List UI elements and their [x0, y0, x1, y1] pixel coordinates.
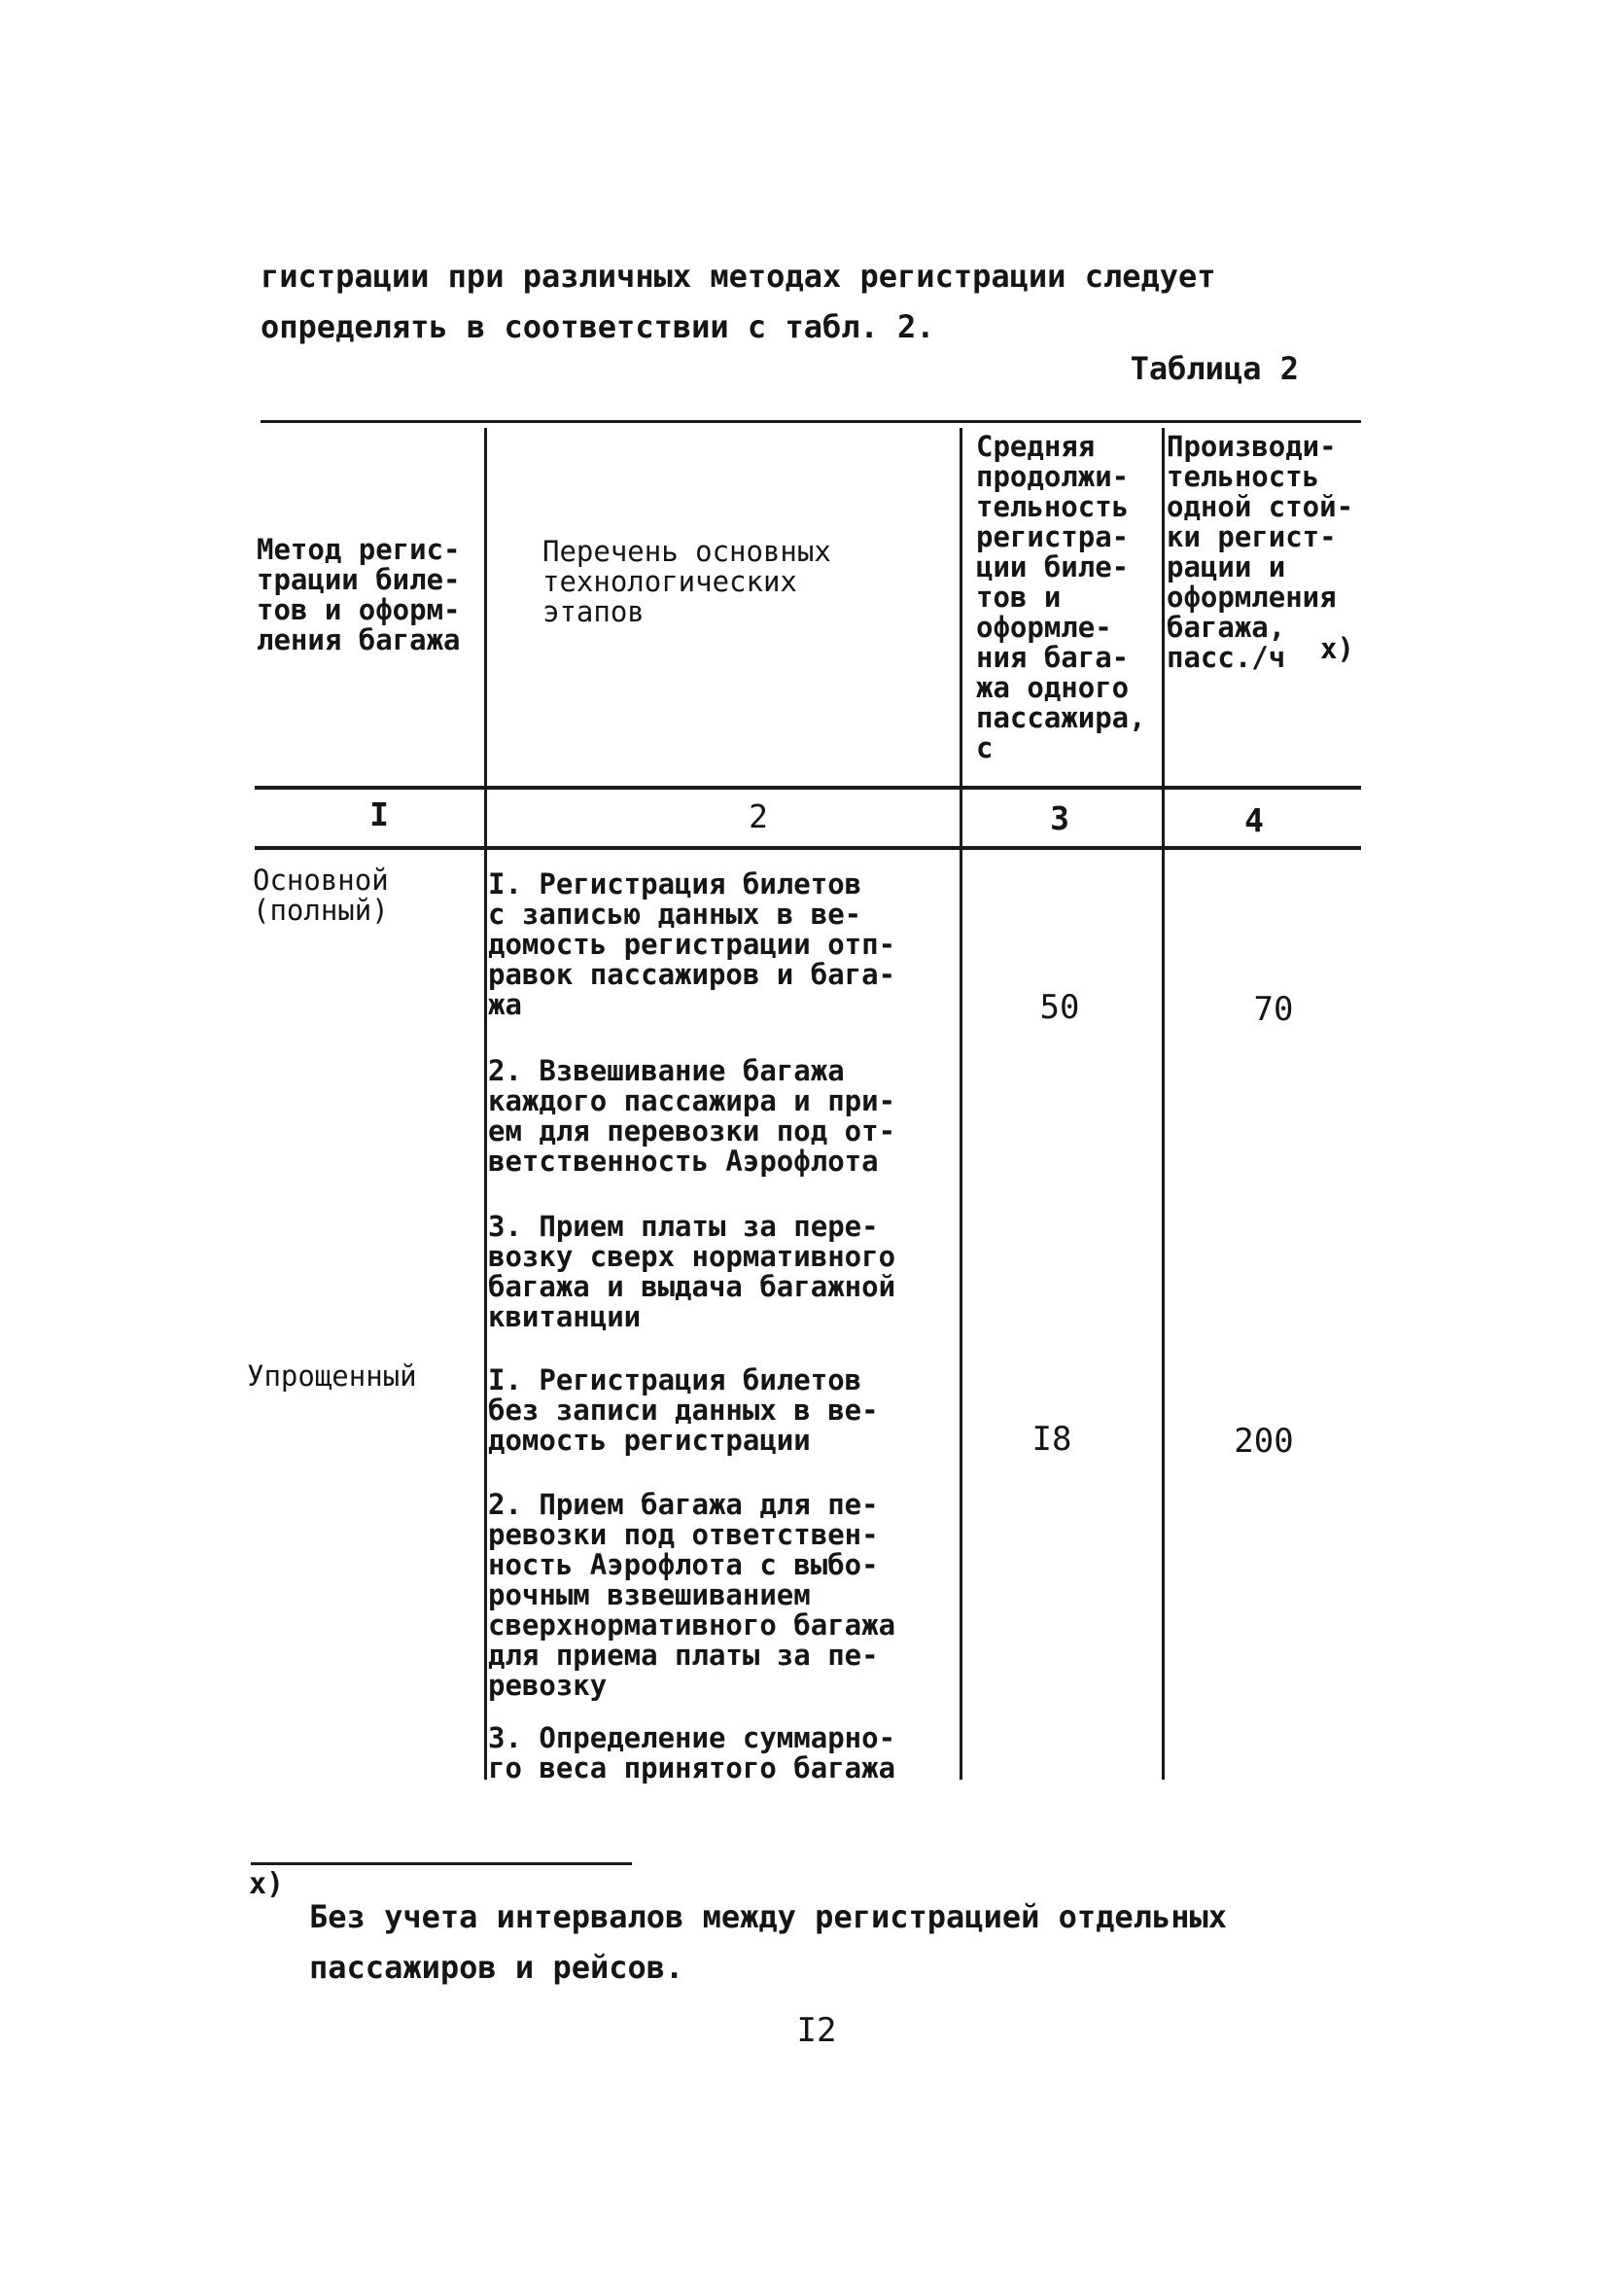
header-throughput: Производи- тельность одной стой- ки регист- рации и оформления багажа, пасс./ч [1167, 430, 1354, 674]
row-1-method: Основной (полный) [253, 864, 389, 927]
row-1-step-1: I. Регистрация билетов с записью данных в ве- домость регистрации отп- равок пассажиров и бага- жа [488, 867, 896, 1021]
footnote-text: Без учета интервалов между регистрацией отдельных пассажиров и рейсов. [309, 1898, 1228, 1986]
table-caption: Таблица 2 [1130, 350, 1299, 387]
row-1-duration: 50 [1039, 988, 1080, 1027]
page-number: I2 [796, 2011, 837, 2050]
row-1-step-3: 3. Прием платы за пере- возку сверх нормативного багажа и выдача багажной квитанции [488, 1210, 896, 1333]
header-duration: Средняя продолжи- тельность регистра- ции биле- тов и оформле- ния бага- жа одного пассажира, с [976, 430, 1146, 764]
row-2-method: Упрощенный [247, 1360, 417, 1393]
header-method: Метод регис- трации биле- тов и оформ- ления багажа [257, 533, 461, 656]
column-numbers-bottom-rule [255, 846, 1361, 850]
row-1-throughput: 70 [1253, 990, 1294, 1029]
column-number-2: 2 [749, 797, 768, 835]
table-top-rule [261, 420, 1361, 423]
footnote-mark: x) [249, 1867, 285, 1901]
header-bottom-rule [255, 786, 1361, 790]
intro-paragraph: гистрации при различных методах регистрации следует определять в соответствии с табл. 2. [261, 258, 1216, 345]
header-footnote-mark: x) [1320, 632, 1354, 665]
column-number-3: 3 [1050, 799, 1069, 837]
row-2-throughput: 200 [1234, 1422, 1294, 1461]
column-divider-3 [1162, 428, 1165, 1780]
column-divider-2 [960, 428, 962, 1780]
row-2-step-2: 2. Прием багажа для пе- ревозки под ответствен- ность Аэрофлота с выбо- рочным взвешиванием сверхнормативного багажа для приема платы за пе- ревозку [488, 1488, 896, 1702]
row-2-duration: I8 [1031, 1420, 1072, 1459]
row-1-step-2: 2. Взвешивание багажа каждого пассажира и при- ем для перевозки под от- ветственность Аэрофлота [488, 1054, 896, 1178]
column-number-1: I [369, 795, 389, 833]
header-steps: Перечень основных технологических этапов [542, 535, 831, 628]
footnote-divider [251, 1862, 632, 1865]
column-divider-1 [484, 428, 487, 1780]
row-2-step-3: 3. Определение суммарно- го веса принятого багажа [488, 1721, 896, 1784]
row-2-step-1: I. Регистрация билетов без записи данных в ве- домость регистрации [488, 1363, 879, 1457]
column-number-4: 4 [1244, 801, 1264, 839]
